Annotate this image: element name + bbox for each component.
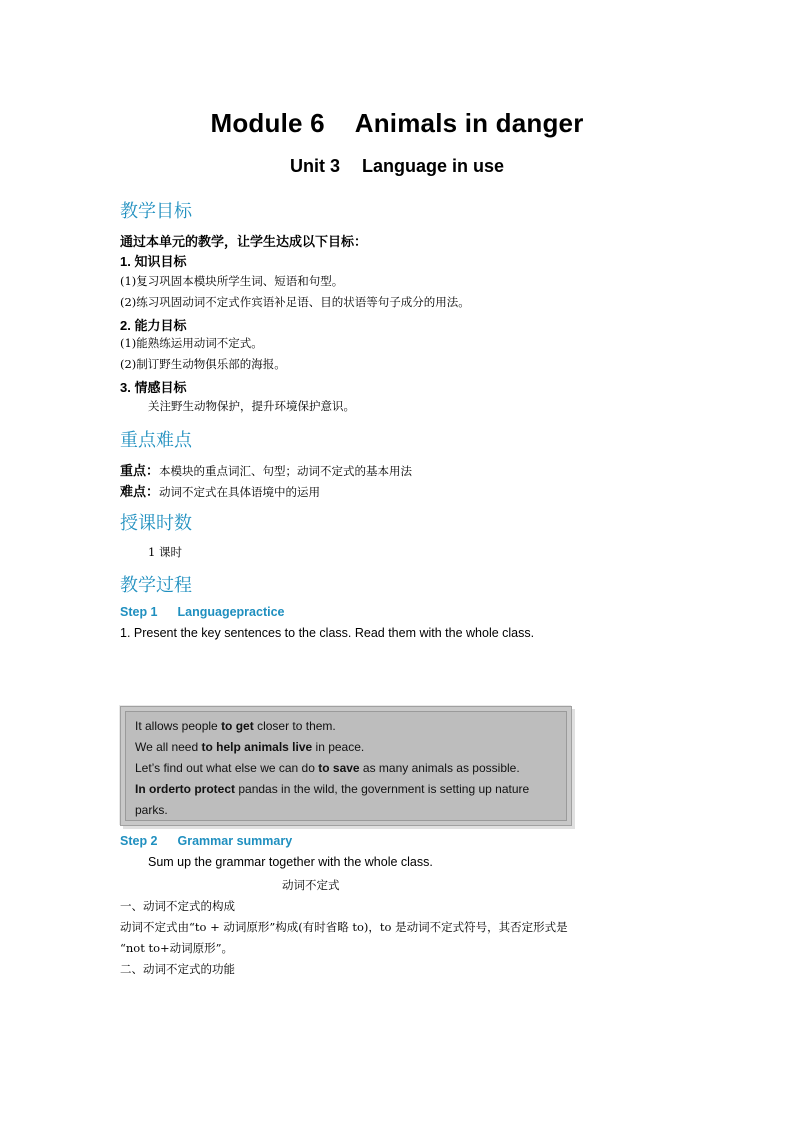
step2-text: Sum up the grammar together with the whole class. — [148, 855, 433, 869]
objectives-heading: 教学目标 — [120, 201, 192, 221]
emotion-text: 关注野生动物保护，提升环境保护意识。 — [148, 399, 355, 413]
knowledge-heading: 1. 知识目标 — [120, 254, 187, 269]
sentence-line — [135, 719, 336, 733]
hours-text: 1 课时 — [148, 545, 182, 559]
ability-heading: 2. 能力目标 — [120, 318, 187, 333]
sentence-line — [135, 761, 520, 775]
knowledge-item: (2)练习巩固动词不定式作宾语补足语、目的状语等句子成分的用法。 — [120, 295, 470, 309]
key-text: 本模块的重点词汇、句型；动词不定式的基本用法 — [159, 464, 413, 478]
sentence-text: parks. — [135, 803, 168, 817]
step1-text: 1. Present the key sentences to the class. Read them with the whole class. — [120, 626, 535, 640]
knowledge-item: (1)复习巩固本模块所学生词、短语和句型。 — [120, 274, 344, 288]
key-points-heading: 重点难点 — [120, 430, 192, 450]
sentence-text: Let’s find out what else we can do — [135, 761, 319, 775]
sentence-highlight: to help animals live — [201, 740, 313, 754]
step1-title: Languagepractice — [177, 605, 285, 619]
grammar-title: 动词不定式 — [282, 878, 340, 892]
step1-heading — [120, 605, 285, 619]
process-heading: 教学过程 — [120, 575, 192, 595]
sentence-text: in peace. — [312, 740, 365, 754]
sentence-text: pandas in the wild, the government is setting up nature — [235, 782, 530, 796]
sentence-text: It allows people — [135, 719, 222, 733]
key-label: 重点： — [120, 463, 160, 478]
sentence-line — [135, 740, 364, 754]
unit-title — [0, 156, 794, 177]
step2-label: Step 2 — [120, 834, 158, 848]
sentence-text: closer to them. — [253, 719, 336, 733]
objectives-intro: 通过本单元的教学，让学生达成以下目标： — [120, 234, 368, 249]
key-point-line — [120, 460, 412, 479]
emotion-heading: 3. 情感目标 — [120, 380, 187, 395]
key-sentences-panel — [125, 711, 567, 821]
step1-label: Step 1 — [120, 605, 158, 619]
sentence-line — [135, 803, 168, 817]
part2-heading: 二、动词不定式的功能 — [120, 962, 235, 976]
part1-line: 动词不定式由“to + 动词原形”构成(有时省略 to)，to 是动词不定式符号，其否定形式是 — [120, 920, 568, 934]
sentence-line — [135, 782, 529, 796]
module-title — [0, 108, 794, 139]
hours-heading: 授课时数 — [120, 513, 192, 533]
difficulty-text: 动词不定式在具体语境中的运用 — [159, 485, 321, 499]
sentence-highlight: to get — [221, 719, 254, 733]
unit-topic: Language in use — [361, 156, 505, 176]
module-number: Module 6 — [210, 108, 325, 138]
step2-heading — [120, 834, 292, 848]
sentence-highlight: to save — [318, 761, 360, 775]
sentence-text: We all need — [135, 740, 202, 754]
unit-number: Unit 3 — [289, 156, 340, 176]
ability-item: (2)制订野生动物俱乐部的海报。 — [120, 357, 286, 371]
step2-title: Grammar summary — [177, 834, 293, 848]
key-sentences-box — [120, 706, 572, 826]
difficulty-line — [120, 481, 320, 500]
sentence-highlight: In orderto protect — [135, 782, 236, 796]
difficulty-label: 难点： — [120, 484, 160, 499]
sentence-text: as many animals as possible. — [359, 761, 520, 775]
part1-heading: 一、动词不定式的构成 — [120, 899, 235, 913]
ability-item: (1)能熟练运用动词不定式。 — [120, 336, 263, 350]
module-topic: Animals in danger — [354, 108, 584, 138]
part1-line: “not to+动词原形”。 — [120, 941, 234, 955]
